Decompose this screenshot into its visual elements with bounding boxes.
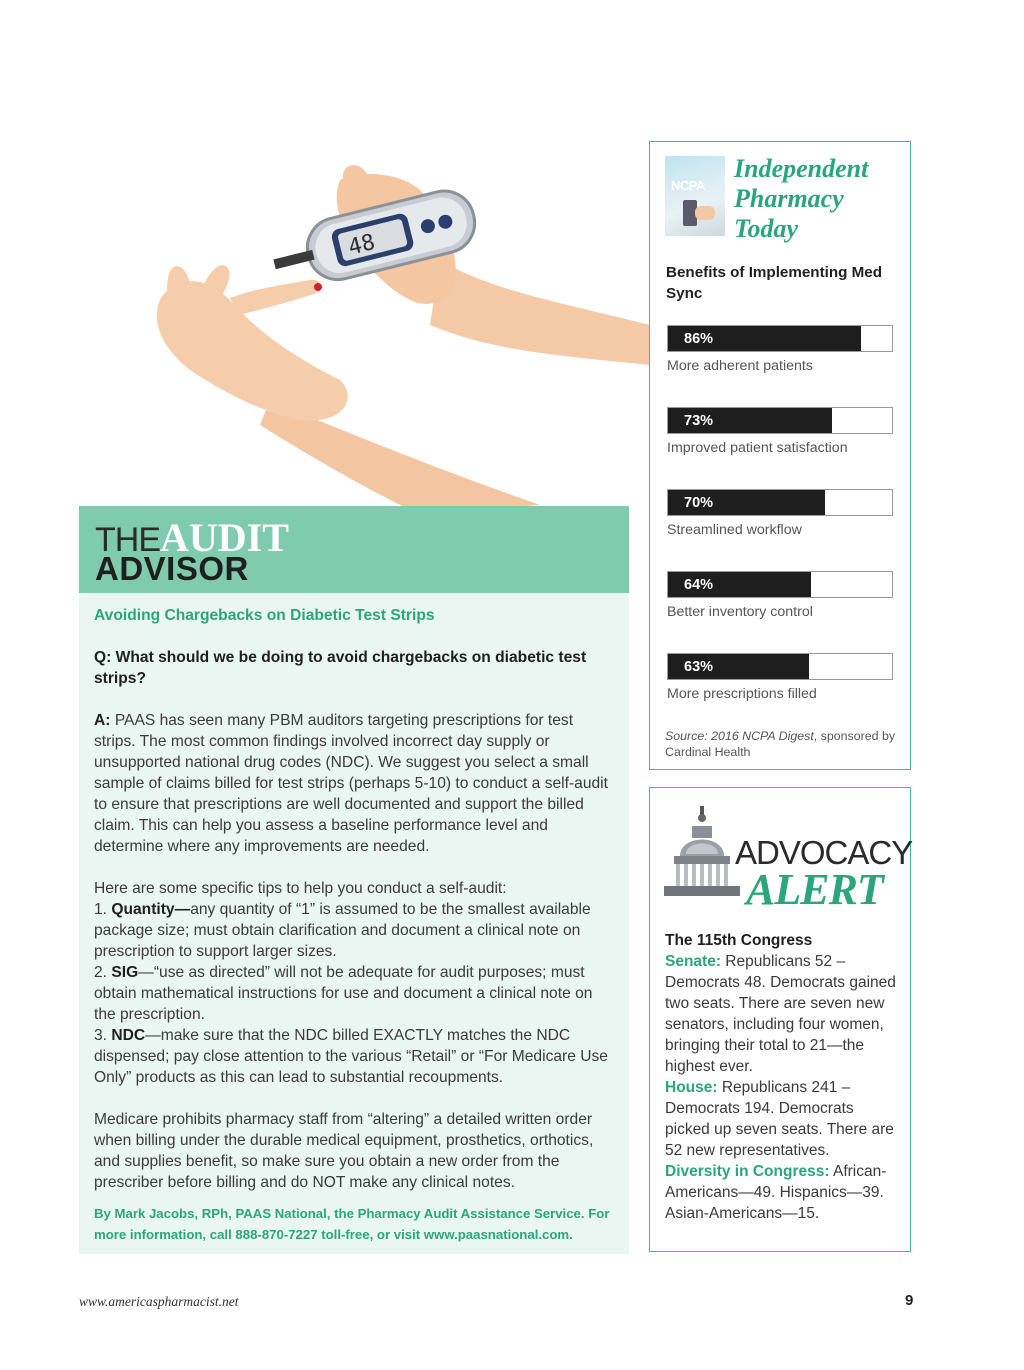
audit-subtitle: Avoiding Chargebacks on Diabetic Test Strips xyxy=(94,607,435,624)
congress-heading: The 115th Congress xyxy=(665,932,813,949)
audit-advisor-header xyxy=(79,506,629,593)
tip-item xyxy=(94,899,616,962)
footer-url[interactable]: www.americaspharmacist.net xyxy=(79,1294,239,1309)
senate-paragraph xyxy=(665,951,901,1077)
bar-row xyxy=(667,325,895,374)
tip-term: Quantity— xyxy=(111,901,191,918)
advocacy-alert-sidebar xyxy=(649,787,911,1252)
tip-num: 1. xyxy=(94,901,108,918)
audit-body xyxy=(94,605,616,1245)
capitol-dome-icon xyxy=(660,804,744,904)
advocacy-title-word: ADVOCACY xyxy=(735,834,913,871)
bar-row xyxy=(667,407,895,456)
audit-title-the: THE xyxy=(95,521,160,559)
tip-term: SIG xyxy=(111,964,139,981)
bar-value-label: 86% xyxy=(684,331,714,347)
page-number: 9 xyxy=(905,1292,914,1309)
ipt-title-line: Independent xyxy=(734,154,869,183)
tip-text: —make sure that the NDC billed EXACTLY matches the NDC dispensed; pay close attention to the various “Retail” or “For Medicare Use Only” products as this can lead to substantial recoupments. xyxy=(94,1027,608,1086)
tip-num: 3. xyxy=(94,1027,108,1044)
bar-value-label: 64% xyxy=(684,577,714,593)
audit-question: Q: What should we be doing to avoid chargebacks on diabetic test strips? xyxy=(94,649,587,687)
chart-title: Benefits of Implementing Med Sync xyxy=(666,264,883,302)
audit-title-advisor: ADVISOR xyxy=(95,550,249,587)
bar-track xyxy=(667,407,893,434)
bar-track xyxy=(667,571,893,598)
bar-category-label: More adherent patients xyxy=(667,358,813,374)
bar-track xyxy=(667,325,893,352)
svg-text:48: 48 xyxy=(345,229,378,261)
ipt-sidebar xyxy=(649,141,911,770)
bar-category-label: Better inventory control xyxy=(667,604,813,620)
tip-text: any quantity of “1” is assumed to be the smallest available package size; must obtain clarification and document a clinical note on prescription to support larger sizes. xyxy=(94,901,591,960)
cover-text: NCPA xyxy=(671,178,705,193)
house-paragraph xyxy=(665,1077,901,1161)
ipt-title xyxy=(734,154,868,244)
tip-item xyxy=(94,962,616,1025)
answer-text: PAAS has seen many PBM auditors targeting prescriptions for test strips. The most common findings involved incorrect day supply or unsupported national drug codes (NDC). We suggest you select a small sample of claims billed for test strips (perhaps 5-10) to conduct a self-audit to ensure that prescriptions are well documented and support the billed claim. This can help you assess a baseline performance level and determine where any improvements are needed. xyxy=(94,712,608,855)
diversity-paragraph xyxy=(665,1161,901,1224)
tip-num: 2. xyxy=(94,964,108,981)
tips-intro: Here are some specific tips to help you conduct a self-audit: xyxy=(94,880,507,897)
bar-track xyxy=(667,653,893,680)
tip-text: —“use as directed” will not be adequate for audit purposes; must obtain mathematical instructions for use and document a clinical note on the prescription. xyxy=(94,964,593,1023)
source-text: 2016 NCPA Digest, sponsored by Cardinal Health xyxy=(665,729,896,759)
senate-text: Republicans 52 – Democrats 48. Democrats gained two seats. There are seven new senators, including four women, bringing their total to 21—the highest ever. xyxy=(665,953,896,1075)
tip-term: NDC xyxy=(111,1027,146,1044)
audit-advisor-panel xyxy=(79,506,629,1254)
magazine-cover-thumbnail xyxy=(665,156,725,236)
bar-row xyxy=(667,489,895,538)
bar-row xyxy=(667,571,895,620)
diversity-text: African-Americans—49. Hispanics—39. Asian-Americans—15. xyxy=(665,1163,887,1222)
source-label: Source: xyxy=(665,729,708,743)
answer-label: A: xyxy=(94,712,111,729)
chart-source xyxy=(665,728,900,760)
tip-item xyxy=(94,1025,616,1088)
bar-value-label: 73% xyxy=(684,413,714,429)
medicare-paragraph: Medicare prohibits pharmacy staff from “altering” a detailed written order when billing under the durable medical equipment, prosthetics, orthotics, and supplies benefit, so make sure you obtain a new order from the prescriber before billing and do NOT make any clinical notes. xyxy=(94,1111,594,1191)
house-label: House: xyxy=(665,1079,718,1096)
audit-answer xyxy=(94,710,616,857)
senate-label: Senate: xyxy=(665,953,721,970)
glucose-meter-photo xyxy=(110,150,650,510)
bar-category-label: Streamlined workflow xyxy=(667,522,802,538)
bar-category-label: More prescriptions filled xyxy=(667,686,817,702)
audit-byline: By Mark Jacobs, RPh, PAAS National, the Pharmacy Audit Assistance Service. For more information, call 888-870-7227 toll-free, or visit www.paasnational.com. xyxy=(94,1206,610,1242)
bar-row xyxy=(667,653,895,702)
bar-track xyxy=(667,489,893,516)
bar-value-label: 70% xyxy=(684,495,714,511)
alert-title-word: ALERT xyxy=(746,865,883,914)
diversity-label: Diversity in Congress: xyxy=(665,1163,830,1180)
ipt-title-line: Pharmacy xyxy=(734,184,844,213)
ipt-title-line: Today xyxy=(734,214,799,243)
bar-category-label: Improved patient satisfaction xyxy=(667,440,848,456)
advocacy-body xyxy=(665,930,901,1224)
house-text: Republicans 241 – Democrats 194. Democrats picked up seven seats. There are 52 new representatives. xyxy=(665,1079,894,1159)
bar-value-label: 63% xyxy=(684,659,714,675)
audit-title-audit: AUDIT xyxy=(160,515,289,560)
